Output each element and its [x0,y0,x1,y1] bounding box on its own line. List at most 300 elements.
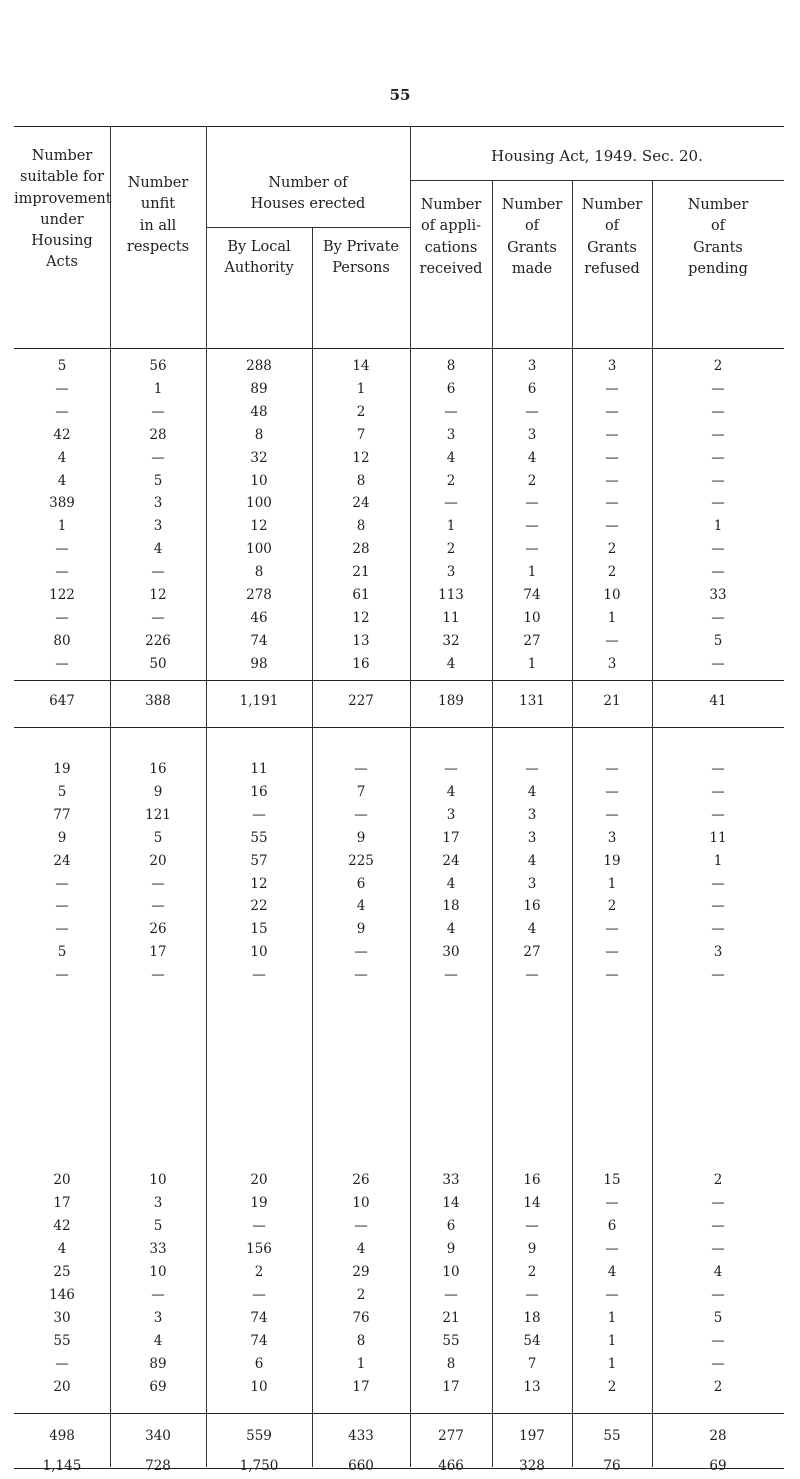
table-row [0,941,800,965]
cell-applications: 17 [442,829,460,846]
cell-suitable: 4 [57,449,67,466]
cell-applications: 24 [442,852,460,869]
cell-grants-made: — [525,967,539,984]
header-grants-made: Number of Grants made [501,197,563,277]
rule-header-bottom [14,348,784,349]
cell-grants-made: 1 [527,564,537,581]
table-row [0,630,800,654]
cell-private-persons: 1 [356,1356,366,1372]
cell-suitable: 19 [53,761,71,777]
cell-suitable: 122 [49,587,75,603]
cell-local-authority: — [252,1218,266,1234]
cell-local-authority: 48 [250,403,268,420]
cell-grants-pending: — [711,1195,725,1211]
cell-unfit: — [151,875,165,892]
cell-grants-pending: — [711,761,725,777]
cell-applications: 466 [438,1458,464,1474]
table-row [0,1215,800,1239]
cell-local-authority: 100 [246,541,272,558]
header-grants-refused: Number of Grants refused [581,197,643,277]
cell-applications: 8 [446,1356,456,1372]
cell-unfit: 226 [145,632,171,649]
cell-unfit: 69 [149,1379,167,1395]
table-row [0,918,800,942]
table-row [0,1238,800,1262]
cell-grants-made: — [525,1218,539,1234]
cell-grants-refused: — [605,1195,619,1211]
cell-unfit: 33 [149,1241,167,1257]
cell-grants-refused: 15 [603,1172,621,1188]
cell-private-persons: 13 [352,632,370,649]
cell-grants-refused: — [605,495,619,512]
cell-grants-made: 131 [519,693,545,709]
cell-local-authority: 16 [250,783,268,800]
cell-grants-refused: 1 [607,1356,617,1372]
cell-suitable: — [55,967,69,984]
table-row [0,1330,800,1354]
cell-local-authority: 8 [254,564,264,581]
cell-grants-refused: — [605,1241,619,1257]
cell-unfit: 3 [153,1310,163,1326]
cell-grants-refused: 19 [603,852,621,869]
cell-suitable: 389 [49,495,75,512]
cell-local-authority: 288 [246,358,272,374]
table-row [0,584,800,608]
cell-grants-refused: — [605,967,619,984]
header-houses-erected: Number of Houses erected [250,175,366,213]
cell-grants-made: 6 [527,380,537,397]
cell-suitable: 5 [57,783,67,800]
cell-local-authority: 559 [246,1428,272,1444]
cell-private-persons: 76 [352,1310,370,1326]
cell-applications: 10 [442,1264,460,1280]
cell-applications: 3 [446,564,456,581]
cell-grants-pending: — [711,1241,725,1257]
grand-total-row [0,1455,800,1479]
cell-unfit: 3 [153,518,163,535]
cell-suitable: 25 [53,1264,71,1280]
cell-private-persons: 2 [356,1287,366,1303]
cell-private-persons: 26 [352,1172,370,1188]
cell-grants-made: — [525,761,539,777]
cell-local-authority: 19 [250,1195,268,1211]
cell-applications: 33 [442,1172,460,1188]
cell-grants-refused: — [605,1287,619,1303]
cell-grants-refused: — [605,403,619,420]
cell-grants-refused: — [605,806,619,823]
cell-unfit: 121 [145,806,171,823]
cell-private-persons: 61 [352,587,370,603]
cell-grants-made: — [525,1287,539,1303]
cell-grants-pending: — [711,609,725,626]
rule-total1-bottom [14,727,784,728]
table-row [0,1261,800,1285]
cell-applications: — [444,1287,458,1303]
cell-unfit: — [151,449,165,466]
cell-grants-pending: 1 [713,518,723,535]
cell-grants-refused: — [605,921,619,938]
cell-grants-refused: 6 [607,1218,617,1234]
cell-private-persons: 9 [356,921,366,938]
table-row [0,378,800,402]
cell-grants-pending: 4 [713,1264,723,1280]
cell-grants-refused: 1 [607,1310,617,1326]
table-row [0,447,800,471]
cell-local-authority: 156 [246,1241,272,1257]
header-unfit: Number unfit in all respects [126,175,190,255]
cell-private-persons: — [354,967,368,984]
cell-suitable: — [55,1356,69,1372]
cell-grants-made: 2 [527,472,537,489]
cell-private-persons: 8 [356,472,366,489]
cell-local-authority: 11 [250,761,268,777]
cell-unfit: — [151,609,165,626]
cell-grants-made: 7 [527,1356,537,1372]
cell-grants-pending: 28 [709,1428,727,1444]
cell-private-persons: 7 [356,783,366,800]
table-row [0,758,800,782]
cell-local-authority: 74 [250,1310,268,1326]
cell-grants-made: 2 [527,1264,537,1280]
cell-grants-pending: — [711,921,725,938]
cell-applications: 11 [442,609,460,626]
cell-applications: 4 [446,875,456,892]
cell-private-persons: 10 [352,1195,370,1211]
table-row [0,1376,800,1400]
cell-applications: 21 [442,1310,460,1326]
cell-grants-refused: 2 [607,564,617,581]
cell-applications: 32 [442,632,460,649]
cell-applications: — [444,967,458,984]
cell-suitable: 5 [57,944,67,961]
cell-applications: 6 [446,380,456,397]
cell-grants-refused: — [605,944,619,961]
cell-suitable: 20 [53,1172,71,1188]
cell-grants-refused: — [605,783,619,800]
cell-suitable: 498 [49,1428,75,1444]
cell-applications: 4 [446,783,456,800]
cell-grants-pending: — [711,449,725,466]
cell-grants-made: — [525,495,539,512]
cell-grants-made: 4 [527,783,537,800]
cell-unfit: 17 [149,944,167,961]
cell-local-authority: 98 [250,655,268,672]
cell-unfit: 10 [149,1264,167,1280]
cell-private-persons: — [354,1218,368,1234]
total-row [0,1425,800,1449]
cell-applications: 17 [442,1379,460,1395]
cell-suitable: 17 [53,1195,71,1211]
cell-suitable: 4 [57,1241,67,1257]
cell-grants-refused: 21 [603,693,621,709]
cell-local-authority: 8 [254,426,264,443]
cell-unfit: 16 [149,761,167,777]
cell-grants-made: 16 [523,1172,541,1188]
cell-private-persons: — [354,806,368,823]
cell-suitable: 1 [57,518,67,535]
cell-applications: 4 [446,449,456,466]
table-row [0,538,800,562]
cell-applications: — [444,403,458,420]
cell-unfit: 388 [145,693,171,709]
cell-suitable: 647 [49,693,75,709]
cell-grants-made: 27 [523,944,541,961]
cell-grants-pending: — [711,472,725,489]
cell-private-persons: 16 [352,655,370,672]
cell-local-authority: 1,191 [239,693,279,709]
cell-private-persons: 8 [356,1333,366,1349]
cell-grants-pending: — [711,426,725,443]
cell-suitable: — [55,403,69,420]
cell-grants-pending: — [711,1356,725,1372]
page-number: 55 [389,86,411,104]
cell-unfit: — [151,1287,165,1303]
cell-unfit: 3 [153,495,163,512]
cell-grants-made: 328 [519,1458,545,1474]
cell-unfit: 20 [149,852,167,869]
cell-grants-pending: 33 [709,587,727,603]
cell-unfit: 9 [153,783,163,800]
table-row [0,561,800,585]
table-row [0,1169,800,1193]
cell-grants-made: 3 [527,806,537,823]
cell-grants-pending: — [711,564,725,581]
cell-grants-pending: 5 [713,632,723,649]
cell-private-persons: 29 [352,1264,370,1280]
cell-local-authority: 6 [254,1356,264,1372]
cell-grants-pending: — [711,898,725,915]
table-row [0,1307,800,1331]
cell-grants-made: 18 [523,1310,541,1326]
cell-grants-made: 4 [527,852,537,869]
table-row [0,781,800,805]
cell-private-persons: — [354,761,368,777]
cell-grants-refused: — [605,380,619,397]
cell-grants-pending: 2 [713,1172,723,1188]
cell-unfit: 1 [153,380,163,397]
cell-grants-pending: — [711,380,725,397]
header-suitable-improvement: Number suitable for improvement under Housing Acts [14,148,112,271]
cell-applications: 6 [446,1218,456,1234]
cell-grants-pending: 1 [713,852,723,869]
cell-private-persons: 28 [352,541,370,558]
header-by-local-authority: By Local Authority [224,239,294,277]
header-grants-pending: Number of Grants pending [687,197,749,277]
cell-suitable: 30 [53,1310,71,1326]
cell-local-authority: 15 [250,921,268,938]
cell-suitable: 146 [49,1287,75,1303]
table-row [0,653,800,677]
cell-private-persons: 9 [356,829,366,846]
cell-grants-pending: 2 [713,1379,723,1395]
cell-grants-made: 3 [527,358,537,374]
cell-applications: 14 [442,1195,460,1211]
cell-private-persons: 14 [352,358,370,374]
table-row [0,470,800,494]
cell-local-authority: 12 [250,875,268,892]
cell-grants-made: 1 [527,655,537,672]
cell-grants-refused: 76 [603,1458,621,1474]
cell-private-persons: 21 [352,564,370,581]
table-row [0,827,800,851]
cell-private-persons: 4 [356,898,366,915]
cell-unfit: 4 [153,1333,163,1349]
cell-local-authority: — [252,806,266,823]
table-row [0,355,800,379]
cell-grants-pending: — [711,541,725,558]
cell-grants-pending: — [711,783,725,800]
cell-applications: 277 [438,1428,464,1444]
cell-grants-refused: — [605,472,619,489]
cell-applications: — [444,761,458,777]
header-housing-act: Housing Act, 1949. Sec. 20. [491,147,703,165]
table-row [0,1284,800,1308]
rule-section1-bottom [14,680,784,681]
cell-grants-made: 74 [523,587,541,603]
cell-local-authority: 57 [250,852,268,869]
rule-section2-bottom [14,1413,784,1414]
cell-grants-pending: — [711,495,725,512]
cell-unfit: 12 [149,587,167,603]
cell-grants-made: — [525,403,539,420]
cell-unfit: — [151,967,165,984]
cell-local-authority: 55 [250,829,268,846]
cell-applications: 1 [446,518,456,535]
cell-applications: 4 [446,921,456,938]
cell-applications: 113 [438,587,464,603]
cell-unfit: — [151,403,165,420]
table-row [0,895,800,919]
cell-private-persons: 2 [356,403,366,420]
cell-applications: 55 [442,1333,460,1349]
table-row [0,1353,800,1377]
cell-local-authority: 89 [250,380,268,397]
cell-local-authority: — [252,967,266,984]
total-row [0,690,800,714]
cell-suitable: 1,145 [42,1458,82,1474]
cell-suitable: — [55,655,69,672]
cell-private-persons: 1 [356,380,366,397]
cell-suitable: 5 [57,358,67,374]
cell-local-authority: 22 [250,898,268,915]
cell-applications: — [444,495,458,512]
cell-grants-refused: 2 [607,541,617,558]
cell-unfit: 4 [153,541,163,558]
cell-unfit: 728 [145,1458,171,1474]
cell-grants-refused: 55 [603,1428,621,1444]
cell-local-authority: 278 [246,587,272,603]
table-row [0,607,800,631]
cell-grants-pending: — [711,403,725,420]
cell-suitable: 4 [57,472,67,489]
cell-grants-refused: 3 [607,655,617,672]
cell-suitable: — [55,564,69,581]
cell-suitable: 9 [57,829,67,846]
cell-unfit: 5 [153,829,163,846]
cell-applications: 18 [442,898,460,915]
rule-houses-group [206,227,410,228]
cell-unfit: 10 [149,1172,167,1188]
cell-grants-made: 3 [527,426,537,443]
cell-suitable: 42 [53,426,71,443]
header-applications-received: Number of appli- cations received [419,197,483,277]
cell-suitable: 77 [53,806,71,823]
cell-applications: 8 [446,358,456,374]
cell-grants-pending: 11 [709,829,727,846]
cell-grants-pending: 5 [713,1310,723,1326]
cell-grants-made: 4 [527,921,537,938]
cell-applications: 3 [446,806,456,823]
cell-suitable: — [55,875,69,892]
cell-grants-made: 3 [527,829,537,846]
cell-suitable: — [55,380,69,397]
cell-grants-refused: — [605,761,619,777]
cell-grants-refused: 3 [607,358,617,374]
cell-grants-pending: — [711,1287,725,1303]
cell-grants-pending: — [711,655,725,672]
table-row [0,964,800,988]
cell-local-authority: 12 [250,518,268,535]
cell-grants-refused: 3 [607,829,617,846]
table-row [0,1192,800,1216]
cell-local-authority: 20 [250,1172,268,1188]
cell-grants-pending: — [711,806,725,823]
cell-grants-refused: 2 [607,1379,617,1395]
cell-local-authority: 10 [250,944,268,961]
cell-local-authority: — [252,1287,266,1303]
cell-applications: 30 [442,944,460,961]
cell-grants-refused: 2 [607,898,617,915]
cell-grants-made: 54 [523,1333,541,1349]
cell-unfit: 340 [145,1428,171,1444]
cell-grants-refused: 10 [603,587,621,603]
header-by-private-persons: By Private Persons [322,239,400,277]
cell-suitable: 55 [53,1333,71,1349]
cell-private-persons: 433 [348,1428,374,1444]
rule-top [14,126,784,127]
cell-grants-made: 16 [523,898,541,915]
cell-unfit: 56 [149,358,167,374]
cell-grants-made: 27 [523,632,541,649]
table-row [0,850,800,874]
cell-applications: 3 [446,426,456,443]
cell-grants-made: — [525,541,539,558]
table-row [0,424,800,448]
cell-grants-made: 14 [523,1195,541,1211]
cell-local-authority: 10 [250,1379,268,1395]
table-row [0,515,800,539]
cell-grants-pending: — [711,875,725,892]
cell-unfit: 50 [149,655,167,672]
cell-private-persons: 8 [356,518,366,535]
cell-private-persons: 225 [348,852,374,869]
cell-unfit: 28 [149,426,167,443]
cell-applications: 2 [446,541,456,558]
cell-local-authority: 100 [246,495,272,512]
cell-private-persons: 24 [352,495,370,512]
cell-local-authority: 74 [250,1333,268,1349]
rule-act-group [410,180,784,181]
cell-grants-made: 4 [527,449,537,466]
cell-grants-pending: — [711,1218,725,1234]
cell-applications: 9 [446,1241,456,1257]
cell-suitable: 20 [53,1379,71,1395]
cell-applications: 189 [438,693,464,709]
cell-private-persons: 7 [356,426,366,443]
cell-grants-made: — [525,518,539,535]
cell-local-authority: 32 [250,449,268,466]
cell-private-persons: 660 [348,1458,374,1474]
